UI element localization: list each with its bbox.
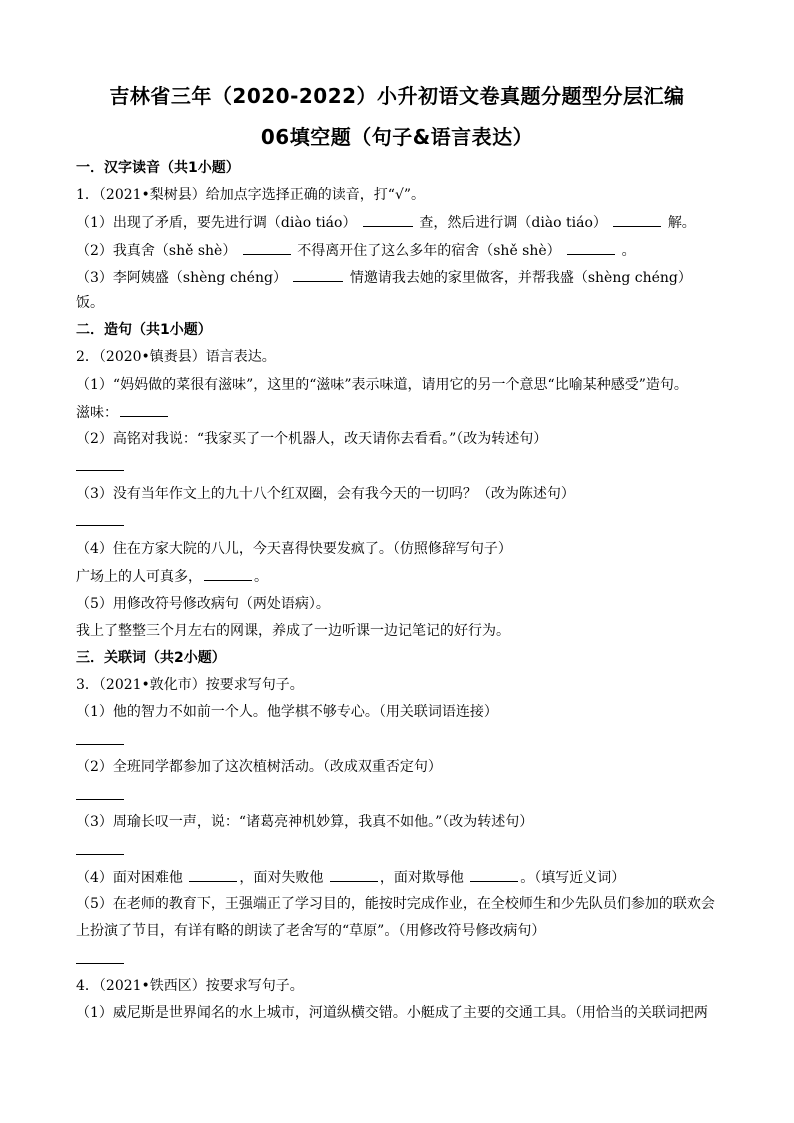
q1-1-text-a: （1）出现了矛盾，要先进行调（diào tiáo） bbox=[76, 215, 357, 231]
answer-blank[interactable] bbox=[470, 867, 518, 882]
question-1-part-3 bbox=[76, 267, 734, 288]
q1-3-text-b: 情邀请我去她的家里做客，并帮我盛（shèng chéng） bbox=[349, 270, 692, 286]
answer-blank[interactable] bbox=[76, 730, 124, 745]
answer-line bbox=[76, 840, 734, 861]
document-title: 吉林省三年（2020-2022）小升初语文卷真题分题型分层汇编 bbox=[109, 84, 685, 108]
question-2-part-4-answer bbox=[76, 566, 734, 587]
answer-blank[interactable] bbox=[76, 456, 124, 471]
answer-blank[interactable] bbox=[189, 867, 237, 882]
question-2-part-5: （5）用修改符号修改病句（两处语病）。 bbox=[76, 596, 330, 612]
answer-blank[interactable] bbox=[76, 511, 124, 526]
q3-4-text-c: ，面对欺辱他 bbox=[379, 870, 464, 886]
question-3-part-5: （5）在老师的教育下，王强端正了学习目的，能按时完成作业，在全校师生和少先队员们参加的联欢会 bbox=[76, 896, 715, 912]
answer-line bbox=[76, 949, 734, 970]
question-1-stem: 1．（2021•梨树县）给加点字选择正确的读音，打“√”。 bbox=[76, 187, 426, 203]
question-4-stem: 4．（2021•铁西区）按要求写句子。 bbox=[76, 978, 304, 994]
question-3-stem: 3．（2021•敦化市）按要求写句子。 bbox=[76, 677, 304, 693]
question-2-part-2: （2）高铭对我说：“我家买了一个机器人，改天请你去看看。”（改为转述句） bbox=[76, 431, 548, 447]
q3-4-text-a: （4）面对困难他 bbox=[76, 870, 183, 886]
question-3-part-5-cont: 上扮演了节目，有详有略的朗读了老舍写的“草原”。（用修改符号修改病句） bbox=[76, 923, 546, 939]
question-3-part-3: （3）周瑜长叹一声，说：“诸葛亮神机妙算，我真不如他。”（改为转述句） bbox=[76, 814, 534, 830]
section-heading-3: 三．关联词（共2小题） bbox=[76, 650, 226, 666]
answer-blank[interactable] bbox=[243, 240, 291, 255]
q1-3-text-a: （3）李阿姨盛（shèng chéng） bbox=[76, 270, 287, 286]
q3-4-text-b: ，面对失败他 bbox=[239, 870, 324, 886]
answer-blank[interactable] bbox=[330, 867, 378, 882]
question-1-part-2 bbox=[76, 240, 734, 261]
answer-line bbox=[76, 785, 734, 806]
question-2-part-1: （1）“妈妈做的菜很有滋味”，这里的“滋味”表示味道，请用它的另一个意思“比喻某种感受”造句。 bbox=[76, 377, 688, 393]
q2-4-suffix: 。 bbox=[254, 569, 268, 585]
question-3-part-4 bbox=[76, 867, 734, 888]
answer-blank[interactable] bbox=[567, 240, 615, 255]
question-2-part-5-sentence: 我上了整整三个月左右的网课，养成了一边听课一边记笔记的好行为。 bbox=[76, 623, 510, 639]
answer-blank[interactable] bbox=[204, 566, 252, 581]
q1-1-text-b: 查，然后进行调（diào tiáo） bbox=[419, 215, 607, 231]
question-1-part-3-cont: 饭。 bbox=[76, 295, 104, 311]
question-2-stem: 2．（2020•镇赉县）语言表达。 bbox=[76, 349, 276, 365]
document-subtitle: 06填空题（句子&语言表达） bbox=[260, 125, 534, 149]
answer-line bbox=[76, 456, 734, 477]
answer-line bbox=[76, 511, 734, 532]
question-1-part-1 bbox=[76, 212, 734, 233]
q1-1-text-c: 解。 bbox=[667, 215, 696, 231]
q2-4-prefix: 广场上的人可真多， bbox=[76, 569, 202, 585]
question-2-part-1-answer bbox=[76, 402, 734, 423]
answer-blank[interactable] bbox=[613, 212, 661, 227]
answer-blank[interactable] bbox=[363, 212, 413, 227]
answer-blank[interactable] bbox=[76, 949, 124, 964]
question-2-part-3: （3）没有当年作文上的九十八个红双圈，会有我今天的一切吗？（改为陈述句） bbox=[76, 486, 575, 502]
q3-4-text-d: 。（填写近义词） bbox=[520, 870, 626, 886]
answer-blank[interactable] bbox=[76, 785, 124, 800]
question-4-part-1: （1）威尼斯是世界闻名的水上城市，河道纵横交错。小艇成了主要的交通工具。（用恰当的关联词把两 bbox=[76, 1005, 708, 1021]
answer-blank[interactable] bbox=[293, 267, 343, 282]
q1-2-text-c: 。 bbox=[621, 243, 636, 259]
question-3-part-2: （2）全班同学都参加了这次植树活动。（改成双重否定句） bbox=[76, 759, 442, 775]
q1-2-text-a: （2）我真舍（shě shè） bbox=[76, 243, 237, 259]
answer-blank[interactable] bbox=[120, 402, 168, 417]
question-2-part-4: （4）住在方家大院的八儿，今天喜得快要发疯了。（仿照修辞写句子） bbox=[76, 541, 512, 557]
answer-blank[interactable] bbox=[76, 840, 124, 855]
answer-line bbox=[76, 730, 734, 751]
q2-1-label: 滋味： bbox=[76, 405, 118, 421]
question-3-part-1: （1）他的智力不如前一个人。他学棋不够专心。（用关联词语连接） bbox=[76, 704, 498, 720]
section-heading-1: 一．汉字读音（共1小题） bbox=[76, 160, 240, 176]
q1-2-text-b: 不得离开住了这么多年的宿舍（shě shè） bbox=[297, 243, 561, 259]
section-heading-2: 二．造句（共1小题） bbox=[76, 322, 212, 338]
